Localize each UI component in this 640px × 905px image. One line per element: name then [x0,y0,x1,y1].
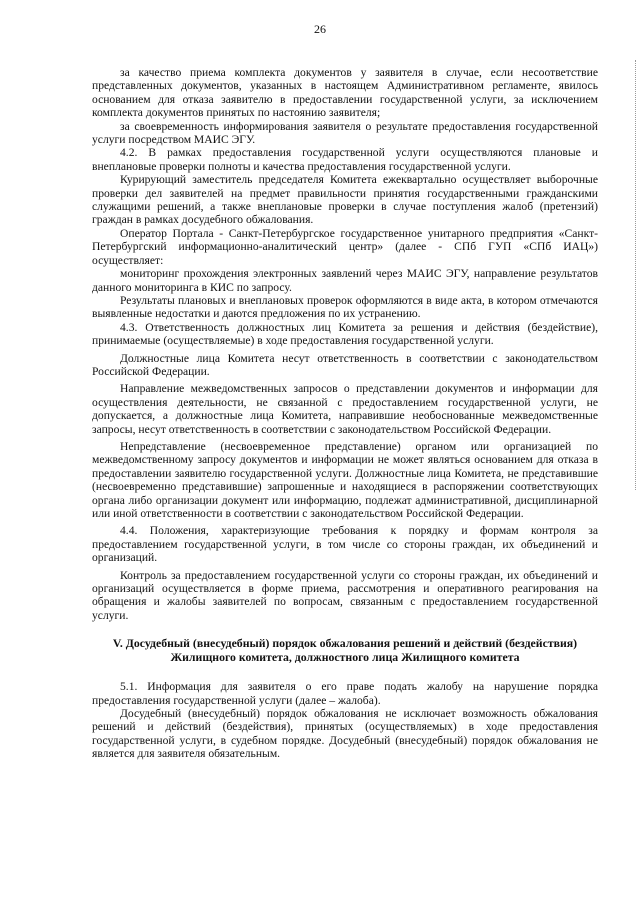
paragraph: Направление межведомственных запросов о представлении документов и информации для осуществления деятельности, не связанной с предоставлением государственной услуги, не допускается, а должностные лица Комитета, направившие необоснованные межведомственные запросы, несут ответственность в соответствии с законодательством Российской Федерации. [92,382,598,436]
paragraph: Досудебный (внесудебный) порядок обжалования не исключает возможность обжалования решений и действий (бездействия), принятых (осуществляемых) в ходе предоставления государственной услуги, в судебном порядке. Досудебный (внесудебный) порядок обжалования не является для заявителя обязательным. [92,707,598,761]
paragraph: за своевременность информирования заявителя о результате предоставления государственной услуги посредством МАИС ЭГУ. [92,119,598,147]
paragraph: 4.2. В рамках предоставления государственной услуги осуществляются плановые и внеплановые проверки полноты и качества предоставления государственной услуги. [92,146,598,173]
section-heading: V. Досудебный (внесудебный) порядок обжалования решений и действий (бездействия) Жилищного комитета, должностного лица Жилищного комитета [112,636,578,665]
document-body [92,66,598,761]
paragraph: Должностные лица Комитета несут ответственность в соответствии с законодательством Российской Федерации. [92,351,598,378]
paragraph: за качество приема комплекта документов у заявителя в случае, если несоответствие представленных документов, указанных в настоящем Административном регламенте, явилось основанием для отказа заявителю в предоставлении государственной услуги, за исключением комплекта документов принятых по настоянию заявителя; [92,66,598,120]
paragraph: Курирующий заместитель председателя Комитета ежеквартально осуществляет выборочные проверки дел заявителей на предмет правильности принятия государственными гражданскими служащими решений, а также внеплановые проверки в случае поступления жалоб (претензий) граждан в рамках досудебного обжалования. [92,173,598,227]
paragraph: 5.1. Информация для заявителя о его праве подать жалобу на нарушение порядка предоставления государственной услуги (далее – жалоба). [92,680,598,707]
paragraph: Контроль за предоставлением государственной услуги со стороны граждан, их объединений и организаций осуществляется в форме приема, рассмотрения и оперативного реагирования на обращения и жалобы заявителей по вопросам, связанным с предоставлением государственной услуги. [92,568,598,622]
paragraph: 4.4. Положения, характеризующие требования к порядку и формам контроля за предоставлением государственной услуги, в том числе со стороны граждан, их объединений и организаций. [92,524,598,565]
page-number: 26 [314,22,326,36]
paragraph: мониторинг прохождения электронных заявлений через МАИС ЭГУ, направление результатов данного мониторинга в КИС по запросу. [92,267,598,294]
paragraph: Оператор Портала - Санкт-Петербургское государственное унитарного предприятия «Санкт-Петербургский информационно-аналитический центр» (далее - СПб ГУП «СПб ИАЦ») осуществляет: [92,226,598,267]
paragraph: 4.3. Ответственность должностных лиц Комитета за решения и действия (бездействие), принимаемые (осуществляемые) в ходе предоставления государственной услуги. [92,320,598,348]
scan-edge-marks [631,60,636,490]
paragraph: Результаты плановых и внеплановых проверок оформляются в виде акта, в котором отмечаются выявленные недостатки и даются предложения по их устранению. [92,293,598,321]
paragraph: Непредставление (несвоевременное представление) органом или организацией по межведомственному запросу документов и информации не может являться основанием для отказа в предоставлении заявителю государственной услуги. Должностные лица Комитета, не представившие (несвоевременно представившие) запрошенные и находящиеся в распоряжении соответствующих органа либо организации документ или информацию, подлежат административной, дисциплинарной или иной ответственности в соответствии с законодательством Российской Федерации. [92,439,598,520]
